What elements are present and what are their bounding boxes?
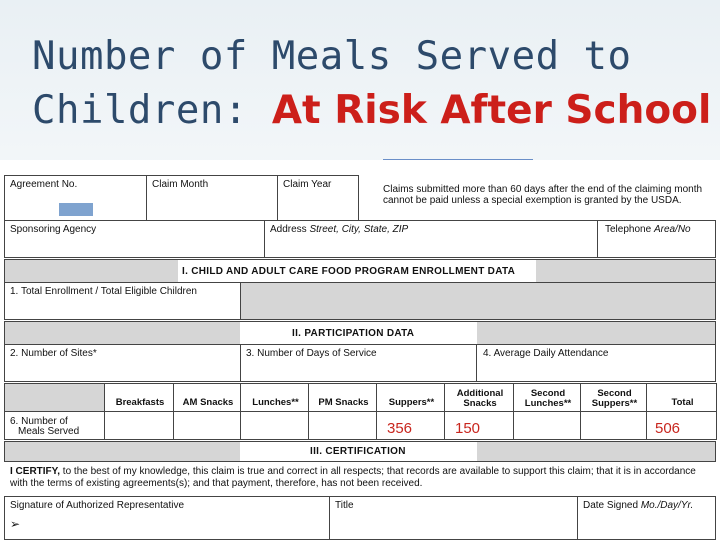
telephone-hint: Area/No (653, 224, 691, 235)
meals-col-header (308, 383, 377, 412)
telephone-label: Telephone Area/No (605, 224, 691, 235)
meals-col-header-label (241, 398, 310, 408)
avg-attendance-label: 4. Average Daily Attendance (483, 348, 609, 359)
claim-year-label: Claim Year (283, 179, 332, 190)
num-days-field[interactable] (240, 344, 477, 382)
meals-value-cell[interactable] (646, 411, 717, 440)
meals-col-header-line2: Total (671, 397, 694, 408)
meals-col-header (444, 383, 514, 412)
signature-label: Signature of Authorized Representative (10, 500, 184, 511)
meals-col-header-line2: Snacks (463, 398, 497, 409)
title-line-2-prefix: Children: (32, 88, 272, 133)
meals-col-header (513, 383, 581, 412)
title-field[interactable] (329, 496, 578, 540)
meals-col-header (240, 383, 309, 412)
claim-month-field[interactable] (146, 175, 278, 221)
meals-value-cell[interactable] (308, 411, 377, 440)
meals-col-header-line2: Lunches** (252, 397, 299, 408)
meals-value-cell[interactable] (104, 411, 174, 440)
meals-col-header (376, 383, 445, 412)
meals-col-header-label (105, 398, 175, 408)
telephone-field[interactable] (597, 220, 716, 258)
meals-col-header-line2: PM Snacks (318, 397, 369, 408)
address-hint: Street, City, State, ZIP (309, 224, 409, 235)
slide-title (32, 30, 711, 138)
num-sites-label: 2. Number of Sites* (10, 348, 97, 359)
meals-col-header-line2: AM Snacks (182, 397, 234, 408)
meals-corner-cell (4, 383, 105, 412)
meals-value: 356 (387, 420, 413, 437)
title-highlight: At Risk After School (271, 88, 712, 133)
section-3-title-cell (240, 442, 477, 461)
meals-col-header-label (174, 398, 242, 408)
meals-value-cell[interactable] (580, 411, 647, 440)
meals-col-header (580, 383, 647, 412)
meals-value-cell[interactable] (240, 411, 309, 440)
section-3-title: III. CERTIFICATION (310, 446, 406, 457)
total-enrollment-label: 1. Total Enrollment / Total Eligible Children (10, 286, 197, 297)
meals-row-label-2: Meals Served (18, 426, 80, 437)
highlight-cell (59, 203, 93, 216)
meals-col-header-label (581, 389, 648, 409)
date-signed-label: Date Signed Mo./Day/Yr. (583, 500, 694, 511)
meals-row-label-cell (4, 411, 105, 440)
certification-text: I CERTIFY, to the best of my knowledge, this claim is true and correct in all respects; that records are available to support this claim; that it is in accordance with the terms of existing agreements(s); and that payment, therefore, has not been received. (10, 466, 696, 489)
date-signed-field[interactable] (577, 496, 716, 540)
meals-col-header-line2: Breakfasts (115, 397, 165, 408)
meals-col-header-line2: Suppers** (388, 397, 435, 408)
claim-month-label: Claim Month (152, 179, 209, 190)
section-2-title-cell (240, 322, 477, 344)
meals-value-cell[interactable] (513, 411, 581, 440)
num-days-label: 3. Number of Days of Service (246, 348, 377, 359)
meals-col-header-label (445, 389, 515, 409)
claim-form (0, 160, 720, 540)
meals-row-label-1: 6. Number of (10, 416, 68, 427)
title-field-label: Title (335, 500, 354, 511)
section-1-title-cell (178, 260, 536, 282)
meals-col-header-line1: Second (597, 388, 632, 399)
meals-col-header-label (377, 398, 446, 408)
date-signed-hint: Mo./Day/Yr. (640, 500, 694, 511)
meals-col-header (104, 383, 174, 412)
meals-value-cell[interactable] (173, 411, 241, 440)
claim-year-field[interactable] (277, 175, 359, 221)
meals-col-header-line1: Additional (456, 388, 504, 399)
meals-col-header (173, 383, 241, 412)
meals-col-header-label (514, 389, 582, 409)
arrow-icon: ➢ (10, 517, 21, 531)
avg-attendance-field[interactable] (476, 344, 716, 382)
meals-col-header-line2: Lunches** (524, 398, 572, 409)
certify-bold: I CERTIFY, (10, 466, 61, 477)
meals-col-header-label (647, 398, 718, 408)
address-label: Address Street, City, State, ZIP (270, 224, 409, 235)
meals-value: 150 (455, 420, 481, 437)
meals-col-header-label (309, 398, 378, 408)
meals-value: 506 (655, 420, 681, 437)
agreement-no-label: Agreement No. (10, 179, 78, 190)
enrollment-value-cell (240, 282, 716, 320)
sponsoring-agency-label: Sponsoring Agency (10, 224, 97, 235)
meals-value-cell[interactable] (376, 411, 445, 440)
agreement-no-field[interactable] (4, 175, 147, 221)
signature-field[interactable] (4, 496, 330, 540)
meals-col-header (646, 383, 717, 412)
meals-value-cell[interactable] (444, 411, 514, 440)
sponsoring-agency-field[interactable] (4, 220, 265, 258)
total-enrollment-field[interactable] (4, 282, 241, 320)
meals-col-header-line2: Suppers** (591, 398, 638, 409)
section-1-title: I. CHILD AND ADULT CARE FOOD PROGRAM ENROLLMENT DATA (182, 266, 516, 277)
late-claims-notice: Claims submitted more than 60 days after the end of the claiming month cannot be paid unless a special exemption is granted by the USDA. (383, 184, 703, 206)
title-line-1: Number of Meals Served to (32, 34, 632, 79)
meals-col-header-line1: Second (530, 388, 566, 399)
num-sites-field[interactable] (4, 344, 241, 382)
section-2-title: II. PARTICIPATION DATA (292, 328, 415, 339)
address-field[interactable] (264, 220, 598, 258)
